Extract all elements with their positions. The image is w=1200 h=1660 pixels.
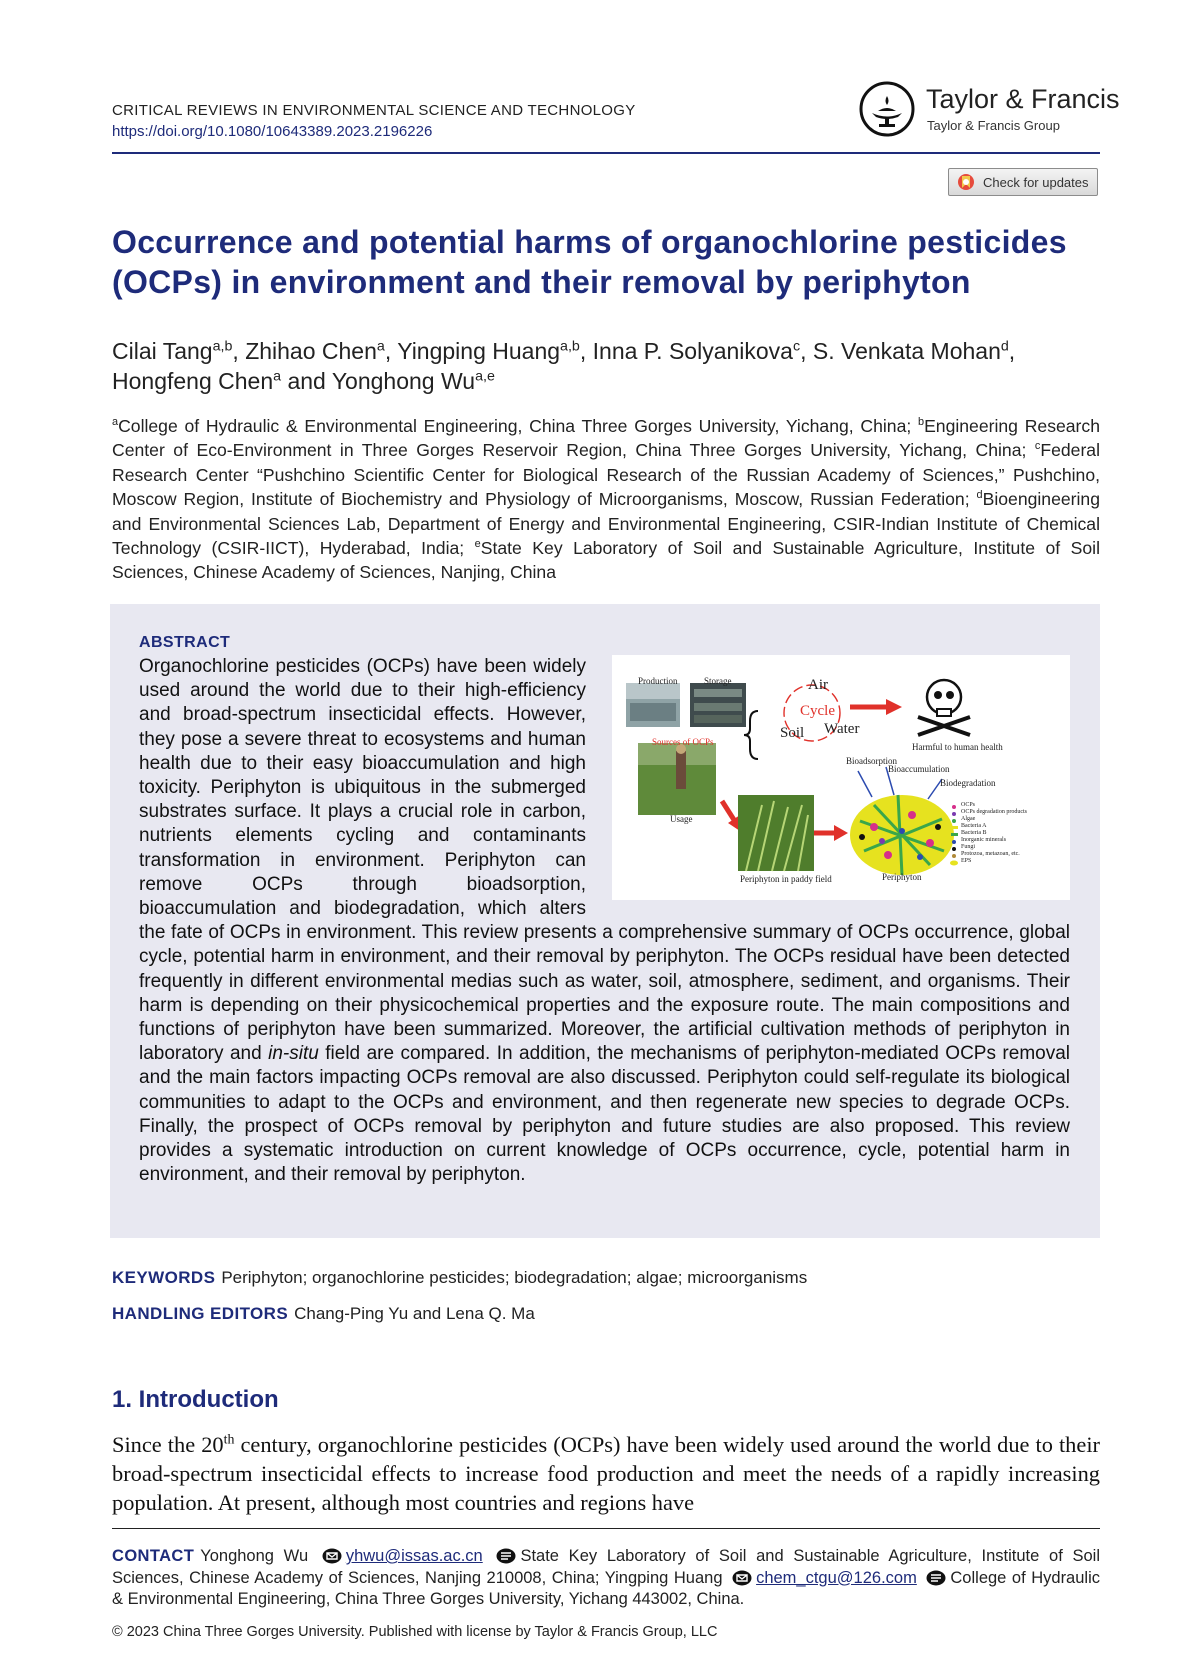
label-bioadsorption: Bioadsorption	[846, 756, 897, 766]
label-cycle: Cycle	[800, 703, 835, 719]
author-affiliation-mark: a,b	[212, 338, 233, 355]
keywords-label: KEYWORDS	[112, 1268, 216, 1287]
copyright: © 2023 China Three Gorges University. Published with license by Taylor & Francis Group, LLC	[112, 1624, 718, 1640]
affiliation-text: Bioengineering and Environmental Sciences Lab, Department of Energy and Environmental Engineering, CSIR-Indian Institute of Chemical Technology (CSIR-IICT), Hyderabad, India;	[112, 489, 1100, 559]
affiliation-mark: d	[976, 489, 983, 502]
author-affiliation-mark: a	[273, 368, 282, 385]
label-soil: Soil	[780, 725, 805, 741]
abstract-body	[139, 655, 1070, 1187]
email-link-1[interactable]: yhwu@issas.ac.cn	[345, 1547, 483, 1565]
legend-item: Protozoa, metazoan, etc.	[961, 851, 1020, 857]
author-name[interactable]: Yonghong Wu	[331, 368, 476, 394]
affiliations	[112, 414, 1100, 585]
affiliation-mark: a	[112, 416, 119, 429]
label-air: Air	[808, 677, 828, 693]
address-icon	[926, 1570, 946, 1586]
intro-sup: th	[223, 1432, 235, 1448]
keywords-text: Periphyton; organochlorine pesticides; biodegradation; algae; microorganisms	[221, 1268, 808, 1287]
affiliation-mark: e	[474, 538, 481, 551]
footer-divider	[112, 1528, 1100, 1529]
contact-address-1: State Key Laboratory of Soil and Sustainable Agriculture, Institute of Soil Sciences, Chinese Academy of Sciences, Nanjing 210008, China; Yingping Huang	[112, 1547, 1100, 1587]
affiliation-text: Federal Research Center “Pushchino Scientific Center for Biological Research of the Russian Academy of Sciences,” Pushchino, Moscow Region, Institute of Biochemistry and Physiology of Microorganisms, Moscow, Russian Federation;	[112, 440, 1100, 510]
label-sources: Sources of OCPs	[652, 737, 714, 747]
author-affiliation-mark: c	[792, 338, 801, 355]
author-list	[112, 336, 1102, 396]
publisher-group: Taylor & Francis Group	[927, 118, 1060, 133]
crossmark-icon	[957, 173, 975, 191]
legend-item: EPS	[961, 858, 972, 864]
intro-paragraph	[112, 1430, 1100, 1517]
editors-label: HANDLING EDITORS	[112, 1304, 289, 1323]
intro-heading: 1. Introduction	[112, 1386, 279, 1413]
abstract-part2: field are compared. In addition, the mechanisms of periphyton-mediated OCPs removal and the main factors impacting OCPs removal are also discussed. Periphyton could self-regulate its biological communities to adapt to the OCPs and environment, and then regenerate new species to degrade OCPs. Finally, the prospect of OCPs removal by periphyton and future studies are also proposed. This review provides a systematic introduction on current knowledge of OCPs occurrence, cycle, potential harm in environment, and their removal by periphyton.	[139, 1043, 1071, 1186]
label-periphyton: Periphyton	[882, 872, 922, 882]
check-updates-label: Check for updates	[983, 174, 1089, 190]
abstract-italic: in-situ	[268, 1043, 319, 1065]
affiliation-text: State Key Laboratory of Soil and Sustainable Agriculture, Institute of Soil Sciences, Chinese Academy of Sciences, Nanjing, China	[112, 538, 1100, 583]
author-name[interactable]: Hongfeng Chen	[112, 368, 274, 394]
label-paddy: Periphyton in paddy field	[740, 874, 832, 884]
contact-address-2: College of Hydraulic & Environmental Engineering, China Three Gorges University, Yichang 443002, China.	[112, 1568, 1100, 1608]
editors-text: Chang-Ping Yu and Lena Q. Ma	[294, 1304, 535, 1323]
legend-item: OCPs	[961, 802, 976, 808]
email-icon	[322, 1548, 342, 1564]
email-icon	[732, 1570, 752, 1586]
legend-item: Fungi	[961, 844, 976, 850]
author-separator: and	[281, 368, 332, 394]
author-name[interactable]: Inna P. Solyanikova	[592, 338, 793, 364]
header-divider	[112, 152, 1100, 154]
author-separator: ,	[579, 338, 593, 364]
author-name[interactable]: Yingping Huang	[397, 338, 561, 364]
label-usage: Usage	[670, 814, 693, 824]
publisher-logo[interactable]	[858, 80, 1120, 144]
author-name[interactable]: S. Venkata Mohan	[812, 338, 1001, 364]
intro-pre: Since the 20	[112, 1432, 224, 1457]
publisher-name: Taylor & Francis	[926, 84, 1120, 114]
doi-link[interactable]: https://doi.org/10.1080/10643389.2023.2196226	[112, 123, 433, 140]
label-biodegradation: Biodegradation	[940, 778, 996, 788]
keywords-line	[112, 1268, 807, 1288]
contact-label: CONTACT	[112, 1547, 195, 1565]
legend-item: Bacteria B	[961, 830, 987, 836]
label-bioaccumulation: Bioaccumulation	[888, 764, 950, 774]
author-separator: ,	[800, 338, 813, 364]
email-link-2[interactable]: chem_ctgu@126.com	[756, 1568, 917, 1587]
address-icon	[496, 1548, 516, 1564]
author-affiliation-mark: d	[1000, 338, 1009, 355]
intro-post: century, organochlorine pesticides (OCPs) have been widely used around the world due to their broad-spectrum insecticidal effects to increase food production and meet the needs of a rapidly increasing population. At present, although most countries and regions have	[112, 1432, 1100, 1515]
label-harmful: Harmful to human health	[912, 742, 1003, 752]
author-affiliation-mark: a	[376, 338, 385, 355]
abstract-part1: Organochlorine pesticides (OCPs) have been widely used around the world due to their high-efficiency and broad-spectrum insecticidal effects. However, they pose a severe threat to ecosystems and human health due to their easy bioaccumulation and high toxicity. Periphyton is ubiquitous in the submerged substrates surface. It plays a crucial role in carbon, nutrients elements cycling and contaminants transformation in environment. Periphyton can remove OCPs through bioadsorption, bioaccumulation and biodegradation, which alters the fate of OCPs in environment. This review presents a comprehensive summary of OCPs occurrence, global cycle, potential harm in environment, and their removal by periphyton. The OCPs residual have been detected frequently in different environmental medias such as water, soil, atmosphere, sediment, and organisms. Their harm is depending on their physicochemical properties and the exposure route. The main compositions and functions of periphyton have been summarized. Moreover, the artificial cultivation methods of periphyton in laboratory and	[139, 656, 1070, 1065]
contact-info	[112, 1546, 1100, 1611]
affiliation-mark: b	[917, 416, 925, 429]
affiliation-text: College of Hydraulic & Environmental Engineering, China Three Gorges University, Yichang, China;	[118, 416, 918, 436]
graphic-legend	[961, 802, 1027, 865]
author-separator: ,	[1008, 338, 1016, 364]
affiliation-mark: c	[1034, 440, 1041, 453]
label-water: Water	[824, 721, 860, 737]
affiliation-text: Engineering Research Center of Eco-Environment in Three Gorges Reservoir Region, China Three Gorges University, Yichang, China;	[112, 416, 1100, 461]
author-affiliation-mark: a,b	[560, 338, 580, 355]
legend-item: OCPs degradation products	[961, 809, 1027, 815]
editors-line	[112, 1304, 535, 1324]
abstract-heading: ABSTRACT	[139, 634, 231, 651]
graphical-abstract[interactable]	[612, 655, 1070, 900]
contact-name1: Yonghong Wu	[200, 1547, 309, 1565]
author-name[interactable]: Cilai Tang	[112, 338, 213, 364]
legend-item: Inorganic minerals	[961, 837, 1007, 843]
journal-name: CRITICAL REVIEWS IN ENVIRONMENTAL SCIENCE AND TECHNOLOGY	[112, 102, 636, 119]
legend-item: Bacteria A	[961, 823, 987, 829]
author-name[interactable]: Zhihao Chen	[245, 338, 377, 364]
label-production: Production	[638, 676, 678, 686]
lamp-logo-icon	[858, 80, 916, 138]
label-storage: Storage	[704, 676, 732, 686]
article-title: Occurrence and potential harms of organochlorine pesticides (OCPs) in environment and their removal by periphyton	[112, 224, 1067, 300]
author-affiliation-mark: a,e	[475, 368, 495, 385]
author-separator: ,	[232, 338, 246, 364]
author-separator: ,	[384, 338, 398, 364]
check-updates-button[interactable]	[948, 168, 1098, 196]
legend-item: Algae	[961, 816, 976, 822]
